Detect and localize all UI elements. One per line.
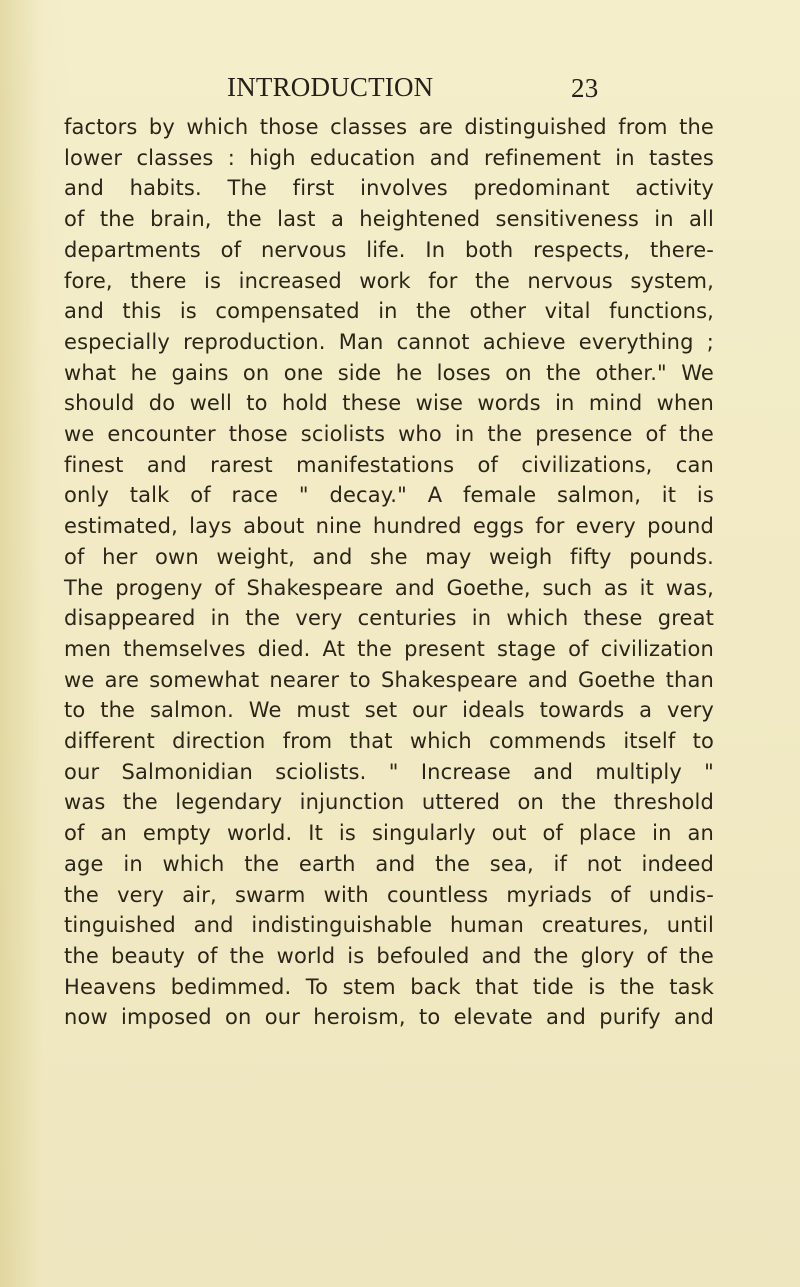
page-title: INTRODUCTION <box>227 72 434 102</box>
text-line: should do well to hold these wise words in mind when <box>64 391 714 416</box>
text-line: tinguished and indistinguishable human creatures, until <box>64 913 714 938</box>
text-line: especially reproduction. Man cannot achieve everything ; <box>64 329 714 354</box>
text-line: what he gains on one side he loses on the other." We <box>64 360 714 385</box>
text-line: fore, there is increased work for the nervous system, <box>64 268 714 293</box>
text-line: now imposed on our heroism, to elevate and purify and <box>64 1005 714 1030</box>
text-line: the beauty of the world is befouled and the glory of the <box>64 943 714 968</box>
text-line: departments of nervous life. In both respects, there- <box>64 237 714 262</box>
text-line: finest and rarest manifestations of civilizations, can <box>64 452 714 477</box>
text-line: The progeny of Shakespeare and Goethe, such as it was, <box>64 575 714 600</box>
text-line: age in which the earth and the sea, if not indeed <box>64 851 714 876</box>
text-line: factors by which those classes are distinguished from the <box>64 115 714 139</box>
text-line: different direction from that which commends itself to <box>64 729 714 754</box>
text-line: the very air, swarm with countless myriads of undis- <box>64 882 714 907</box>
text-line: Heavens bedimmed. To stem back that tide is the task <box>64 974 714 999</box>
text-line: and habits. The first involves predominant activity <box>64 176 714 201</box>
text-line: of her own weight, and she may weigh fifty pounds. <box>64 544 714 569</box>
text-line: and this is compensated in the other vital functions, <box>64 299 714 324</box>
text-line: estimated, lays about nine hundred eggs for every pound <box>64 514 714 539</box>
text-line: our Salmonidian sciolists. " Increase and multiply " <box>64 759 714 784</box>
page-number: 23 <box>571 73 599 103</box>
text-line: was the legendary injunction uttered on the threshold <box>64 790 714 815</box>
text-line: disappeared in the very centuries in which these great <box>64 606 714 631</box>
text-line: lower classes : high education and refinement in tastes <box>64 145 714 170</box>
text-line: only talk of race " decay." A female salmon, it is <box>64 483 714 508</box>
running-header <box>0 72 800 106</box>
body-paragraph <box>64 112 714 1033</box>
text-line: of the brain, the last a heightened sensitiveness in all <box>64 207 714 232</box>
text-line: to the salmon. We must set our ideals towards a very <box>64 698 714 723</box>
text-line: we are somewhat nearer to Shakespeare and Goethe than <box>64 667 714 692</box>
text-line: we encounter those sciolists who in the presence of the <box>64 422 714 447</box>
text-line: of an empty world. It is singularly out of place in an <box>64 821 714 846</box>
text-line: men themselves died. At the present stage of civilization <box>64 636 714 661</box>
